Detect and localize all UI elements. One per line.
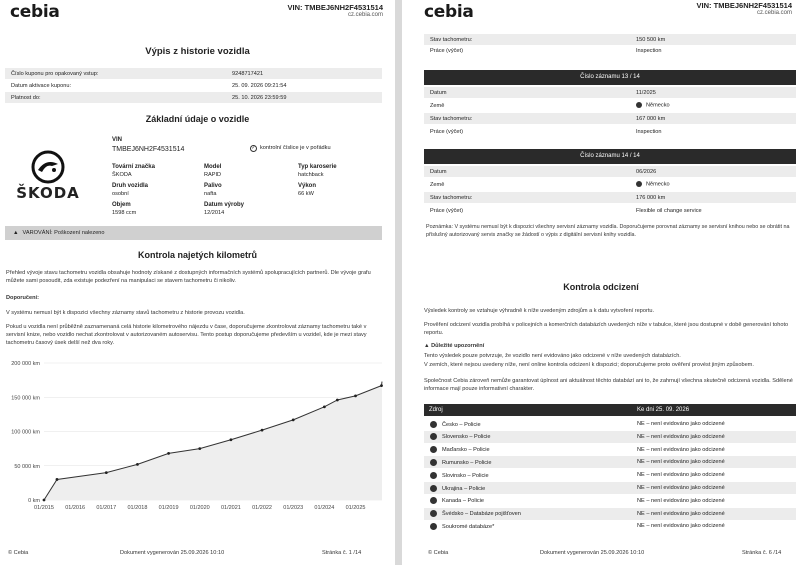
odometer-point <box>354 394 357 397</box>
footer-copyright: © Cebia <box>428 550 449 556</box>
header-url: cz.cebia.com <box>756 10 792 16</box>
y-tick-label: 200 000 km <box>11 361 40 367</box>
table-row <box>424 520 796 532</box>
source-cell <box>430 446 490 453</box>
record-row-label: Země <box>430 102 445 109</box>
recommend-para: V systému nemusí být k dispozici všechny záznamy stavů tachometru z historie provozu vozidla. <box>6 310 245 316</box>
y-tick-label: 100 000 km <box>11 429 40 436</box>
page-title: Výpis z historie vozidla <box>145 46 250 57</box>
country-flag-icon <box>430 446 437 453</box>
record-row-text: Inspection <box>636 128 662 135</box>
germany-flag-icon <box>636 102 642 108</box>
record-row <box>424 126 796 137</box>
source-name: Česko – Policie <box>442 421 481 428</box>
warning-icon: ▲ <box>13 230 19 236</box>
odometer-point <box>261 429 264 432</box>
x-tick-label: 01/2015 <box>34 505 54 511</box>
x-tick-label: 01/2024 <box>314 505 335 511</box>
record-row-text: Flexible oil change service <box>636 207 702 214</box>
header-vin: VIN: TMBEJ6NH2F4531514 <box>287 3 383 12</box>
source-name: Slovinsko – Policie <box>442 472 489 479</box>
field-value: nafta <box>204 191 217 197</box>
record-row-label: Datum <box>430 168 447 175</box>
field-label: Datum výroby <box>204 202 245 208</box>
odometer-point <box>336 399 339 402</box>
source-cell <box>430 485 485 492</box>
country-flag-icon <box>430 472 437 479</box>
field-label: Druh vozidla <box>112 183 149 189</box>
source-name: Soukromé databáze* <box>442 523 495 530</box>
source-cell <box>430 497 484 504</box>
coupon-row-label: Číslo kuponu pro opakovaný vstup: <box>11 70 99 77</box>
x-tick-label: 01/2016 <box>65 505 86 511</box>
table-row <box>424 469 796 481</box>
table-row <box>424 444 796 456</box>
service-para: Pokud u vozidla není průběžně zaznamenaná celá historie kilometrového nájezdu v čase, doporučujeme zkontrolovat záznamy tachometru také v servisní knize, nebo vozidlo nechat zkontrolovat v autorizovaném autoservisu. Tento postup doporučujeme především u vozidel, kde je mezi stavy tachometru časový úsek delší než dva roky. <box>6 324 367 346</box>
cebia-logo: cebia <box>424 2 474 22</box>
source-status: NE – není evidováno jako odcizené <box>637 433 725 440</box>
x-tick-label: 01/2022 <box>252 505 273 511</box>
country-flag-icon <box>430 510 437 517</box>
table-row <box>424 482 796 494</box>
record-row <box>424 87 796 98</box>
x-tick-label: 01/2019 <box>158 505 179 511</box>
record-row-text: Německo <box>646 181 670 188</box>
record-row-label: Stav tachometru: <box>430 194 473 201</box>
theft-scope: Výsledek kontroly se vztahuje výhradně k níže uvedeným zdrojům a k datu vytvoření reportu. <box>424 308 655 314</box>
record-row <box>424 205 796 216</box>
record-row-text: 176 000 km <box>636 194 666 201</box>
field-value: 1598 ccm <box>112 210 137 216</box>
theft-title: Kontrola odcizení <box>563 282 639 292</box>
country-flag-icon <box>430 497 437 504</box>
theft-table-header <box>424 404 796 416</box>
col-date: Ke dni 25. 09. 2026 <box>637 407 690 413</box>
coupon-row-label: Platnost do: <box>11 94 41 101</box>
odometer-point <box>43 499 46 502</box>
record-row-label: Stav tachometru: <box>430 36 473 43</box>
odometer-title: Kontrola najetých kilometrů <box>137 250 258 260</box>
record-row-value: 150 500 km <box>636 36 666 43</box>
country-flag-icon <box>430 459 437 466</box>
vin-value: TMBEJ6NH2F4531514 <box>112 146 185 153</box>
col-source: Zdroj <box>429 407 443 413</box>
odometer-chart <box>0 355 395 515</box>
vin-label: VIN <box>112 137 123 143</box>
record-row-value <box>636 181 670 187</box>
cebia-logo: cebia <box>10 2 60 22</box>
record-header: Číslo záznamu 13 / 14 <box>424 70 796 85</box>
record-row-label: Země <box>430 181 445 188</box>
vin-check-text: kontrolní číslice je v pořádku <box>260 145 331 151</box>
record-row-value: Inspection <box>636 47 662 54</box>
x-tick-label: 01/2025 <box>345 505 366 511</box>
odometer-area <box>44 382 382 500</box>
odometer-point <box>167 452 170 455</box>
important-notice <box>424 342 484 350</box>
record-row-value <box>636 90 656 96</box>
skoda-logo <box>8 150 88 206</box>
field-label: Model <box>204 164 222 170</box>
footer-copyright: © Cebia <box>8 550 29 556</box>
check-icon: ✓ <box>251 145 256 151</box>
record-row-label: Stav tachometru: <box>430 115 473 122</box>
footer-generated: Dokument vygenerován 25.09.2026 10:10 <box>120 550 225 556</box>
report-page-6 <box>402 0 800 565</box>
theft-sources: Prověření odcizení vozidla probíhá v policejních a komerčních databázích uvedených níže v tabulce, které jsou dostupné v době generování tohoto reportu. <box>424 322 789 336</box>
odometer-point <box>230 438 233 441</box>
source-status: NE – není evidováno jako odcizené <box>637 446 725 453</box>
source-cell <box>430 472 489 479</box>
record-row-text: Německo <box>646 102 670 109</box>
x-tick-label: 01/2017 <box>96 505 117 511</box>
coupon-row <box>5 68 382 79</box>
source-name: Ukrajina – Policie <box>442 485 486 492</box>
country-flag-icon <box>430 485 437 492</box>
x-tick-label: 01/2023 <box>283 505 304 511</box>
odometer-point <box>136 463 139 466</box>
country-flag-icon <box>430 433 437 440</box>
source-name: Kanada – Policie <box>442 498 484 505</box>
important-label: Důležité upozornění <box>431 343 485 349</box>
record-row-text: 167 000 km <box>636 115 666 122</box>
odometer-point <box>198 447 201 450</box>
recommend-label: Doporučení: <box>6 295 39 301</box>
footer-page: Stránka č. 1 /14 <box>322 550 362 556</box>
source-cell <box>430 510 521 517</box>
germany-flag-icon <box>636 181 642 187</box>
field-value: 66 kW <box>298 191 314 197</box>
field-value: hatchback <box>298 172 324 178</box>
vin-check-status <box>250 145 331 152</box>
source-name: Maďarsko – Policie <box>442 447 490 454</box>
record-row-value <box>636 102 670 108</box>
source-status: NE – není evidováno jako odcizené <box>637 523 725 530</box>
odometer-point <box>105 471 108 474</box>
country-flag-icon <box>430 523 437 530</box>
source-status: NE – není evidováno jako odcizené <box>637 472 725 479</box>
source-name: Slovensko – Policie <box>442 434 491 441</box>
record-row <box>424 100 796 111</box>
brand-wordmark: ŠKODA <box>16 184 80 202</box>
record-row <box>424 192 796 203</box>
table-row <box>424 456 796 468</box>
source-status: NE – není evidováno jako odcizené <box>637 485 725 491</box>
table-row <box>424 431 796 443</box>
footer-generated: Dokument vygenerován 25.09.2026 10:10 <box>540 550 645 556</box>
footer-page: Stránka č. 6 /14 <box>742 550 782 556</box>
record-row-value <box>636 116 665 122</box>
field-label: Typ karoserie <box>298 164 337 170</box>
y-tick-label: 150 000 km <box>11 395 40 402</box>
table-row <box>424 495 796 507</box>
record-row-label: Práce (výčet) <box>430 207 463 214</box>
source-status: NE – není evidováno jako odcizené <box>637 459 725 466</box>
theft-confirm: Tento výsledek pouze potvrzuje, že vozidlo není evidováno jako odcizené v níže uvedených databázích. <box>424 353 681 359</box>
coupon-row-value: 9248717421 <box>232 70 264 77</box>
country-flag-icon <box>430 421 437 428</box>
record-row-text: 11/2025 <box>636 89 656 96</box>
source-cell <box>430 433 491 440</box>
record-row-label: Práce (výčet) <box>430 128 463 135</box>
basic-info-title: Základní údaje o vozidle <box>145 114 250 124</box>
header-vin: VIN: TMBEJ6NH2F4531514 <box>696 1 792 10</box>
field-value: osobní <box>112 191 129 197</box>
record-row <box>424 166 796 177</box>
record-header: Číslo záznamu 14 / 14 <box>424 149 796 164</box>
warning-text: VAROVÁNÍ: Poškození nalezeno <box>22 230 105 236</box>
odometer-point <box>292 418 295 421</box>
source-status: NE – není evidováno jako odcizené <box>637 510 725 517</box>
field-value: ŠKODA <box>112 172 132 178</box>
coupon-row <box>5 80 382 91</box>
odometer-point <box>380 384 383 387</box>
odometer-intro: Přehled vývoje stavu tachometru vozidla obsahuje hodnoty získané z dostupných informačních systémů spolupracujících partnerů. Dle vývoje grafu můžete sami posoudit, zda existuje podezření na manipulaci se stavem tachometru či nikoliv. <box>6 270 371 284</box>
theft-disclaimer: Společnost Cebia zároveň nemůže garantovat úplnost ani aktuálnost těchto databází ani to, že zahrnují všechna skutečně odcizená vozidla. Sdělené informace mají pouze informativní charakter. <box>424 378 793 392</box>
record-row-label: Práce (výčet) <box>430 47 463 54</box>
field-label: Palivo <box>204 183 222 189</box>
field-value: RAPID <box>204 172 222 178</box>
table-row <box>424 418 796 430</box>
field-value: 12/2014 <box>204 210 225 216</box>
x-tick-label: 01/2021 <box>220 505 241 511</box>
records-note: Poznámka: V systému nemusí být k dispozici všechny servisní záznamy vozidla. Doporučujeme porovnat záznamy se servisní knihou nebo se obrátit na příslušný autorizovaný servis značky se žádostí o výpis z digitální servisní knihy vozidla. <box>426 224 790 238</box>
record-row-value <box>636 195 665 201</box>
table-row <box>424 508 796 520</box>
warning-icon: ▲ <box>424 343 432 349</box>
x-tick-label: 01/2018 <box>127 505 148 511</box>
source-name: Švédsko – Databáze pojišťoven <box>442 511 521 518</box>
coupon-row <box>5 92 382 103</box>
source-cell <box>430 421 481 428</box>
coupon-row-label: Datum aktivace kuponu: <box>11 82 72 89</box>
record-row-value <box>636 129 662 135</box>
report-page-1 <box>0 0 395 565</box>
field-label: Objem <box>112 202 131 208</box>
y-tick-label: 50 000 km <box>14 463 40 470</box>
x-tick-label: 01/2020 <box>189 505 210 511</box>
source-status: NE – není evidováno jako odcizené <box>637 421 725 427</box>
odometer-point <box>323 405 326 408</box>
record-row-text: 06/2026 <box>636 168 657 175</box>
record-row <box>424 45 796 56</box>
record-row-label: Datum <box>430 89 447 96</box>
record-row-value <box>636 208 702 214</box>
odometer-point <box>56 478 59 481</box>
record-row <box>424 34 796 45</box>
source-status: NE – není evidováno jako odcizené <box>637 497 725 504</box>
coupon-row-value: 25. 10. 2026 23:59:59 <box>232 94 287 101</box>
record-row <box>424 113 796 124</box>
source-cell <box>430 459 491 466</box>
header-url: cz.cebia.com <box>347 12 383 18</box>
y-tick-label: 0 km <box>28 498 40 504</box>
field-label: Tovární značka <box>112 164 155 170</box>
theft-other-countries: V zemích, které nejsou uvedeny níže, není online kontrola odcizení k dispozici; doporučujeme proto ověření provést jiným způsobem. <box>424 362 754 368</box>
coupon-row-value: 25. 09. 2026 09:21:54 <box>232 82 287 89</box>
record-row-value <box>636 169 656 175</box>
record-row <box>424 179 796 190</box>
field-label: Výkon <box>298 183 317 189</box>
source-cell <box>430 523 494 530</box>
damage-warning <box>5 226 382 240</box>
source-name: Rumunsko – Policie <box>442 459 492 466</box>
